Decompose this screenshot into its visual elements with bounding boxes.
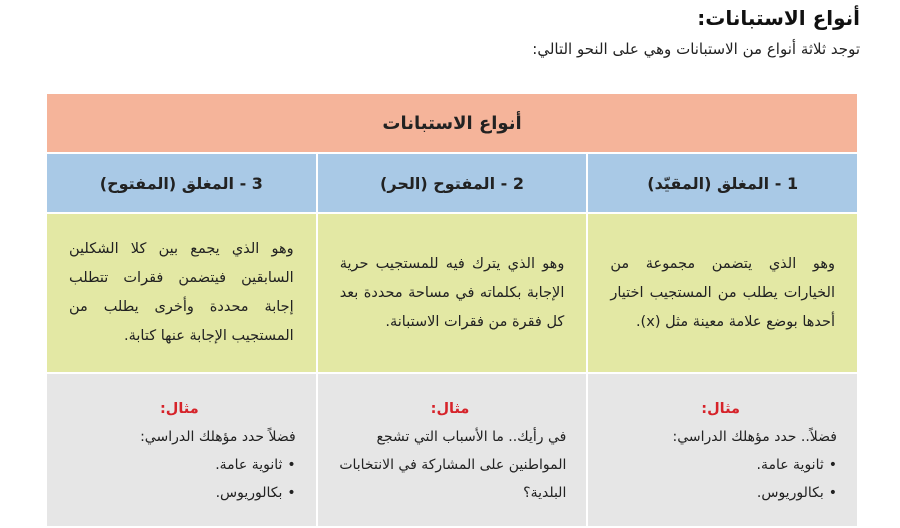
bullet-icon: • [828,485,837,501]
column-headers-row [46,153,858,213]
example-bullet [604,451,837,479]
bullet-text: ثانوية عامة. [756,457,824,473]
bullet-text: ثانوية عامة. [215,457,283,473]
example-text: فضلاً.. حدد مؤهلك الدراسي: [672,429,837,445]
example-closed [587,373,858,527]
intro-text: توجد ثلاثة أنواع من الاستبانات وهي على النحو التالي: [532,40,860,58]
description-mixed: وهو الذي يجمع بين كلا الشكلين السابقين فيتضمن فقرات تتطلب إجابة محددة وأخرى يطلب من المستجيب الإجابة عنها كتابة. [46,213,317,373]
example-label: مثال: [701,401,741,417]
bullet-text: بكالوريوس. [215,485,283,501]
table-title-row [46,93,858,153]
page-heading: أنواع الاستبانات: [697,6,860,30]
example-label: مثال: [430,401,470,417]
example-text: في رأيك.. ما الأسباب التي تشجع المواطنين على المشاركة في الانتخابات البلدية؟ [339,429,567,501]
table-title: أنواع الاستبانات [46,93,858,153]
description-closed: وهو الذي يتضمن مجموعة من الخيارات يطلب من المستجيب اختيار أحدها بوضع علامة معينة مثل (x). [587,213,858,373]
description-open: وهو الذي يترك فيه للمستجيب حرية الإجابة بكلماته في مساحة محددة بعد كل فقرة من فقرات الاستبانة. [317,213,588,373]
example-bullet [604,479,837,507]
bullet-text: بكالوريوس. [756,485,824,501]
bullet-icon: • [287,457,296,473]
example-open [317,373,588,527]
example-mixed [46,373,317,527]
example-text: فضلاً حدد مؤهلك الدراسي: [140,429,296,445]
descriptions-row [46,213,858,373]
bullet-icon: • [287,485,296,501]
examples-row [46,373,858,527]
column-header-closed: 1 - المغلق (المقيّد) [587,153,858,213]
example-label: مثال: [159,401,199,417]
bullet-icon: • [828,457,837,473]
example-bullet [63,451,296,479]
questionnaire-types-table [45,92,859,528]
column-header-mixed: 3 - المغلق (المفتوح) [46,153,317,213]
example-bullet [63,479,296,507]
column-header-open: 2 - المفتوح (الحر) [317,153,588,213]
